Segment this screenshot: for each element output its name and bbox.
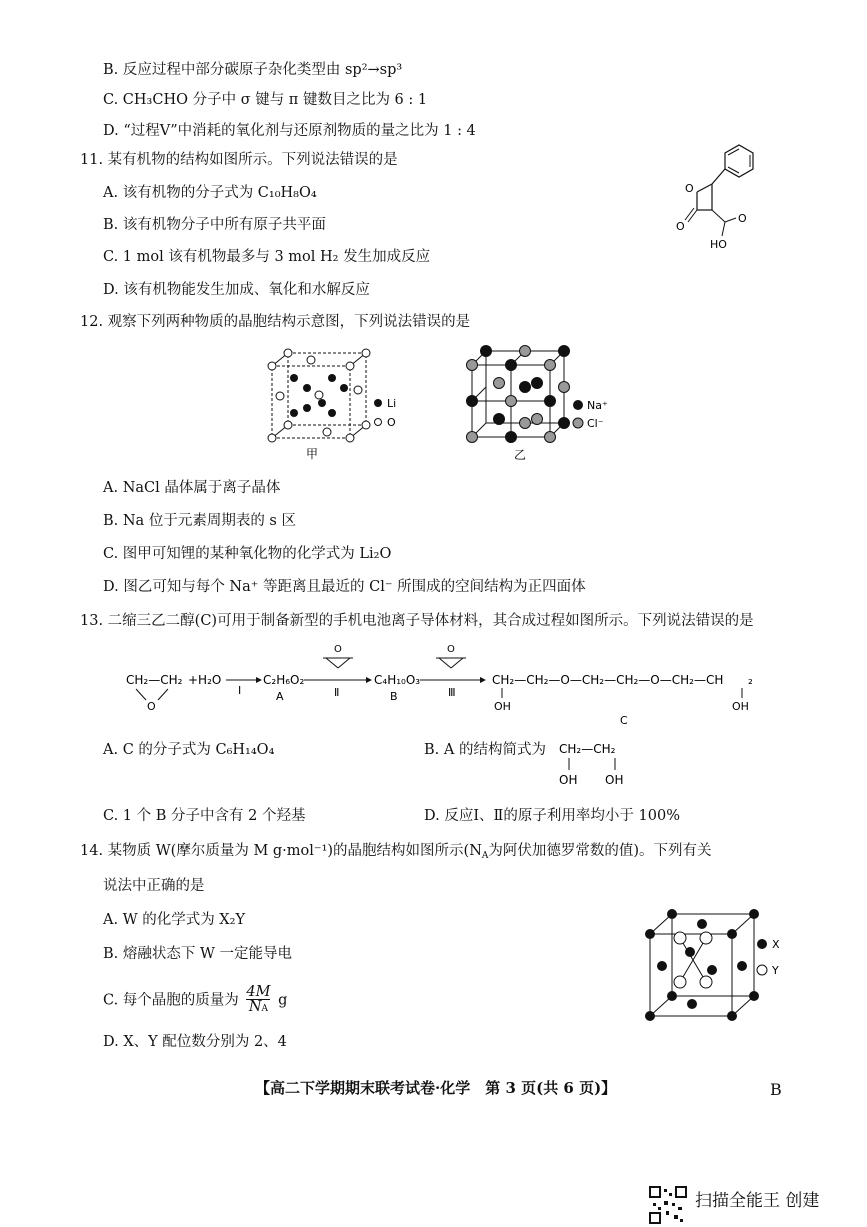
compound-c-chain: CH₂—CH₂—O—CH₂—CH₂—O—CH₂—CH	[492, 673, 724, 687]
q14-legend-x-dot	[757, 939, 767, 949]
q11-option-b: B. 该有机物分子中所有原子共平面	[103, 217, 326, 233]
q14-crystal-figure	[640, 908, 790, 1023]
q13b-chain: CH₂—CH₂	[559, 742, 616, 756]
q14-legend-x: X	[772, 938, 780, 951]
q12-stem: 12. 观察下列两种物质的晶胞结构示意图，下列说法错误的是	[80, 314, 471, 330]
compound-c-label: C	[620, 714, 628, 725]
yi-legend-na-dot	[573, 400, 583, 410]
q13-option-b: B. A 的结构简式为	[424, 742, 546, 758]
q10-option-c: C. CH₃CHO 分子中 σ 键与 π 键数目之比为 6 : 1	[103, 92, 428, 108]
yi-legend-na: Na⁺	[587, 399, 608, 412]
arrow-2-label: Ⅱ	[334, 686, 340, 699]
yi-legend-cl-dot	[573, 418, 583, 428]
q14-legend-y: Y	[772, 964, 779, 977]
q11-option-d: D. 该有机物能发生加成、氧化和水解反应	[103, 282, 370, 298]
epoxide-oxygen-3: O	[447, 644, 455, 655]
arrow-1-label: Ⅰ	[238, 684, 242, 697]
q14-stem-tail: 为阿伏加德罗常数的值)。下列有关	[488, 843, 712, 859]
q14-option-d: D. X、Y 配位数分别为 2、4	[103, 1034, 287, 1050]
compound-b-label: B	[390, 690, 398, 703]
q11-acid-oxygen: O	[738, 212, 747, 225]
q13-stem: 13. 二缩三乙二醇(C)可用于制备新型的手机电池离子导体材料，其合成过程如图所示。下列说法错误的是	[80, 613, 754, 629]
jia-legend-li: Li	[387, 397, 397, 410]
q14-stem-main: 14. 某物质 W(摩尔质量为 M g·mol⁻¹)的晶胞结构如图所示(N	[80, 843, 482, 859]
yi-crystal-figure	[462, 345, 612, 460]
q14-option-a: A. W 的化学式为 X₂Y	[103, 912, 246, 928]
jia-crystal-figure	[262, 348, 412, 463]
q13b-oh-left: OH	[559, 773, 578, 787]
q14c-text: C. 每个晶胞的质量为	[103, 992, 239, 1009]
q11-ring-oxygen: O	[685, 182, 694, 195]
water: +H₂O	[188, 673, 222, 687]
q13-option-a: A. C 的分子式为 C₆H₁₄O₄	[103, 742, 275, 758]
q10-option-d: D. “过程Ⅴ”中消耗的氧化剂与还原剂物质的量之比为 1 : 4	[103, 123, 476, 139]
q11-option-c: C. 1 mol 该有机物最多与 3 mol H₂ 发生加成反应	[103, 249, 431, 265]
arrow-3-label: Ⅲ	[448, 686, 456, 699]
yi-label: 乙	[514, 448, 527, 460]
q14-option-c	[103, 985, 287, 1016]
version-letter: B	[770, 1080, 782, 1099]
jia-legend-li-dot	[374, 399, 382, 407]
q12-option-b: B. Na 位于元素周期表的 s 区	[103, 513, 296, 529]
q13-option-c: C. 1 个 B 分子中含有 2 个羟基	[103, 808, 306, 824]
q14c-numerator: 4M	[246, 984, 271, 1000]
compound-c-oh-left: OH	[494, 700, 511, 713]
jia-legend-o: O	[387, 416, 396, 429]
q12-option-a: A. NaCl 晶体属于离子晶体	[103, 480, 281, 496]
jia-legend-o-dot	[375, 419, 382, 426]
q12-option-c: C. 图甲可知锂的某种氧化物的化学式为 Li₂O	[103, 546, 392, 562]
q13-reaction-scheme	[118, 640, 768, 725]
q13b-structure	[557, 736, 647, 792]
epoxide-oxygen-2: O	[334, 644, 342, 655]
q14c-unit: g	[278, 992, 288, 1009]
q14-stem-continued: 说法中正确的是	[103, 878, 205, 894]
q11-structure-figure	[670, 140, 780, 265]
qr-code-icon	[648, 1185, 688, 1225]
page-footer: 【高二下学期期末联考试卷·化学 第 3 页(共 6 页)】	[255, 1079, 617, 1097]
q14-stem	[80, 841, 712, 866]
scanner-watermark: 扫描全能王 创建	[695, 1191, 820, 1211]
q13b-oh-right: OH	[605, 773, 624, 787]
q14c-fraction: $\frac{4M}{NA}$	[246, 984, 271, 1015]
q11-option-a: A. 该有机物的分子式为 C₁₀H₈O₄	[103, 185, 317, 201]
q13-option-d: D. 反应Ⅰ、Ⅱ的原子利用率均小于 100%	[424, 808, 680, 824]
q11-stem: 11. 某有机物的结构如图所示。下列说法错误的是	[80, 152, 398, 168]
q14c-denominator: N	[248, 999, 262, 1015]
q11-hydroxyl: HO	[710, 238, 727, 251]
q14-legend-y-dot	[757, 965, 767, 975]
compound-c-end: ₂	[748, 673, 753, 687]
compound-a-label: A	[276, 690, 284, 703]
q14-na-subscript: A	[481, 851, 489, 861]
q10-option-b: B. 反应过程中部分碳原子杂化类型由 sp²→sp³	[103, 62, 403, 78]
compound-b-formula: C₄H₁₀O₃	[374, 673, 421, 687]
ethylene-oxide: CH₂—CH₂	[126, 673, 183, 687]
compound-a-formula: C₂H₆O₂	[263, 673, 305, 687]
compound-c-oh-right: OH	[732, 700, 749, 713]
jia-label: 甲	[306, 447, 319, 461]
yi-legend-cl: Cl⁻	[587, 417, 604, 430]
ethylene-oxide-oxygen: O	[147, 700, 156, 713]
q14-option-b: B. 熔融状态下 W 一定能导电	[103, 946, 292, 962]
q11-carbonyl-oxygen: O	[676, 220, 685, 233]
q12-option-d: D. 图乙可知与每个 Na⁺ 等距离且最近的 Cl⁻ 所围成的空间结构为正四面体	[103, 579, 586, 595]
